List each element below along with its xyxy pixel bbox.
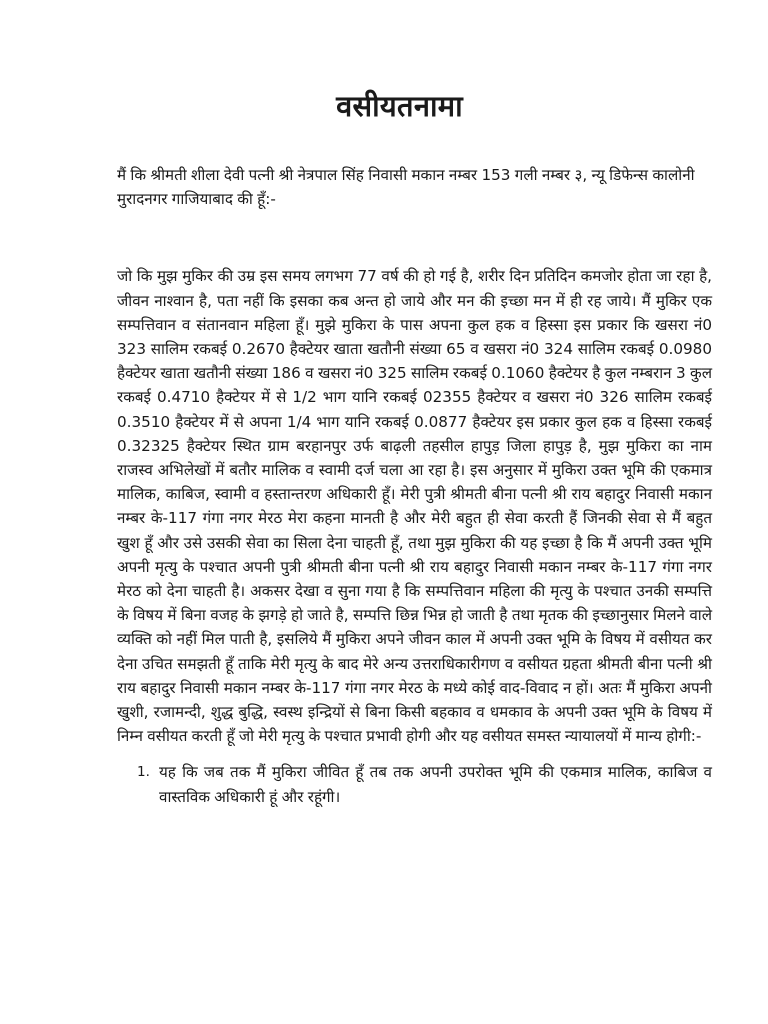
clause-list xyxy=(117,760,712,808)
document-title: वसीयतनामा xyxy=(336,89,463,123)
body-paragraph: जो कि मुझ मुकिर की उम्र इस समय लगभग 77 वर्ष की हो गई है, शरीर दिन प्रतिदिन कमजोर होता जा रहा है, जीवन नाश्वान है, पता नहीं कि इसका कब अन्त हो जाये और मन की इच्छा मन में ही रह जाये। मैं मुकिर एक सम्पत्तिवान व संतानवान महिला हूँ। मुझे मुकिरा के पास अपना कुल हक व हिस्सा इस प्रकार कि खसरा नं0 323 सालिम रकबई 0.2670 हैक्टेयर खाता खतौनी संख्या 65 व खसरा नं0 324 सालिम रकबई 0.0980 हैक्टेयर खाता खतौनी संख्या 186 व खसरा नं0 325 सालिम रकबई 0.1060 हैक्टेयर है कुल नम्बरान 3 कुल रकबई 0.4710 हैक्टेयर में से 1/2 भाग यानि रकबई 02355 हैक्टेयर व खसरा नं0 326 सालिम रकबई 0.3510 हैक्टेयर में से अपना 1/4 भाग यानि रकबई 0.0877 हैक्टेयर इस प्रकार कुल हक व हिस्सा रकबई 0.32325 हैक्टेयर स्थित ग्राम बरहानपुर उर्फ बाढ़ली तहसील हापुड़ जिला हापुड़ है, मुझ मुकिरा का नाम राजस्व अभिलेखों में बतौर मालिक व स्वामी दर्ज चला आ रहा है। इस अनुसार में मुकिरा उक्त भूमि की एकमात्र मालिक, काबिज, स्वामी व हस्तान्तरण अधिकारी हूँ। मेरी पुत्री श्रीमती बीना पत्नी श्री राय बहादुर निवासी मकान नम्बर के-117 गंगा नगर मेरठ मेरा कहना मानती है और मेरी बहुत ही सेवा करती हैं जिनकी सेवा से मैं बहुत खुश हूँ और उसे उसकी सेवा का सिला देना चाहती हूँ, तथा मुझ मुकिरा की यह इच्छा है कि मैं अपनी उक्त भूमि अपनी मृत्यु के पश्चात अपनी पुत्री श्रीमती बीना पत्नी श्री राय बहादुर निवासी मकान नम्बर के-117 गंगा नगर मेरठ को देना चाहती है। अकसर देखा व सुना गया है कि सम्पत्तिवान महिला की मृत्यु के पश्चात उनकी सम्पत्ति के विषय में बिना वजह के झगड़े हो जाते है, सम्पत्ति छिन्न भिन्न हो जाती है तथा मृतक की इच्छानुसार मिलने वाले व्यक्ति को नहीं मिल पाती है, इसलिये मैं मुकिरा अपने जीवन काल में अपनी उक्त भूमि के विषय में वसीयत कर देना उचित समझती हूँ ताकि मेरी मृत्यु के बाद मेरे अन्य उत्तराधिकारीगण व वसीयत ग्रहता श्रीमती बीना पत्नी श्री राय बहादुर निवासी मकान नम्बर के-117 गंगा नगर मेरठ के मध्ये कोई वाद-विवाद न हों। अतः मैं मुकिरा अपनी खुशी, रजामन्दी, शुद्ध बुद्धि, स्वस्थ इन्द्रियों से बिना किसी बहकाव व धमकाव के अपनी उक्त भूमि के विषय में निम्न वसीयत करती हूँ जो मेरी मृत्यु के पश्चात प्रभावी होगी और यह वसीयत समस्त न्यायालयों में मान्य होगी:- xyxy=(117,267,712,746)
clause-number: 1. xyxy=(137,764,150,781)
list-item xyxy=(137,760,712,808)
intro-paragraph: मैं कि श्रीमती शीला देवी पत्नी श्री नेत्रपाल सिंह निवासी मकान नम्बर 153 गली नम्बर ३, न्यू डिफेन्स कालोनी मुरादनगर गाजियाबाद की हूँ:- xyxy=(117,166,695,209)
clause-text: यह कि जब तक मैं मुकिरा जीवित हूँ तब तक अपनी उपरोक्त भूमि की एकमात्र मालिक, काबिज व वास्तविक अधिकारी हूं और रहूंगी। xyxy=(159,763,712,806)
